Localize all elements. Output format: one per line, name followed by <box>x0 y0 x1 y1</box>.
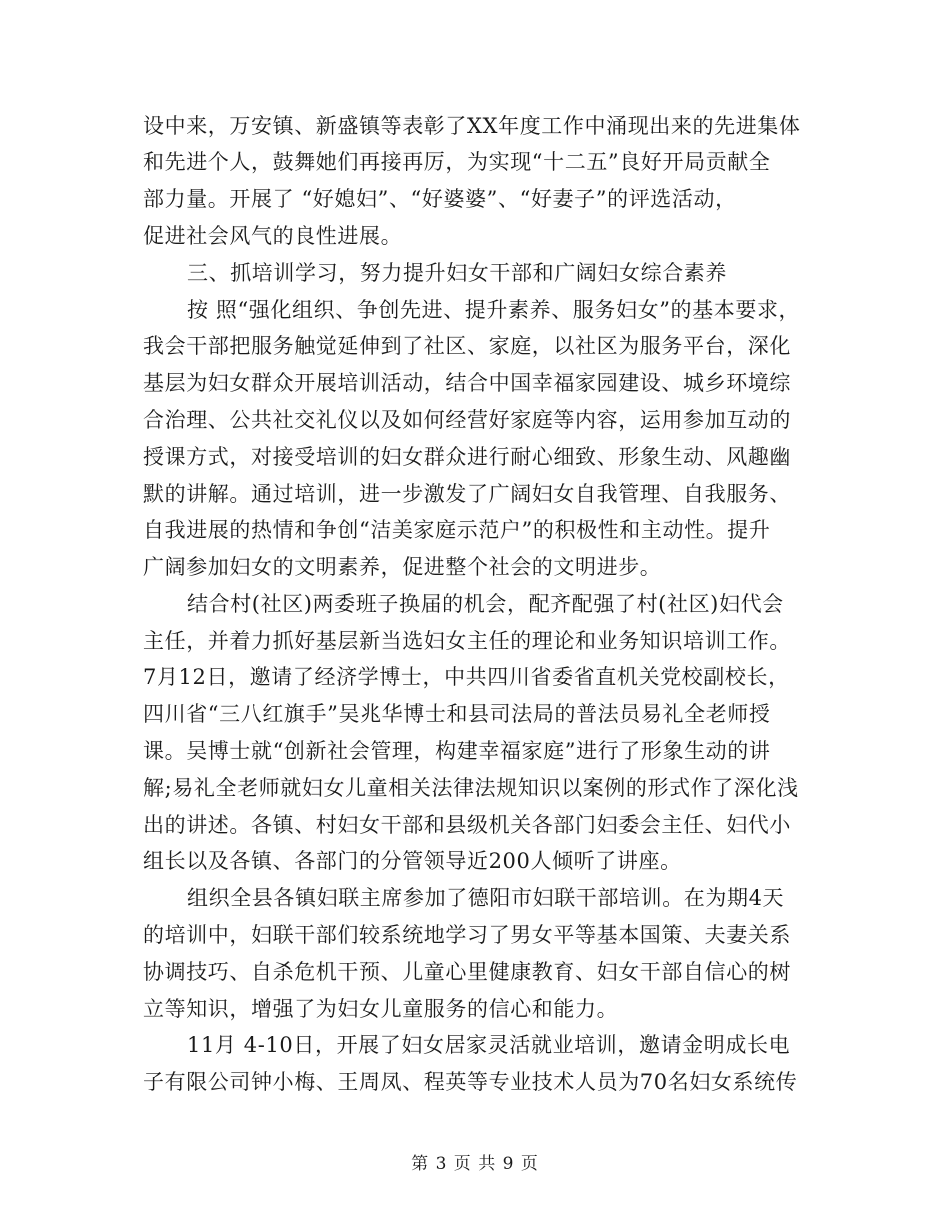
text-line: 设中来，万安镇、新盛镇等表彰了XX年度工作中涌现出来的先进集体 <box>143 114 801 138</box>
section-heading: 三、抓培训学习，努力提升妇女干部和广阔妇女综合素养 <box>187 261 727 285</box>
text-line: 协调技巧、自杀危机干预、儿童心里健康教育、妇女干部自信心的树 <box>143 960 791 984</box>
page-number-footer: 第 3 页 共 9 页 <box>411 1154 539 1174</box>
text-line: 基层为妇女群众开展培训活动，结合中国幸福家园建设、城乡环境综 <box>143 371 791 395</box>
text-line: 主任，并着力抓好基层新当选妇女主任的理论和业务知识培训工作。 <box>143 629 791 653</box>
text-line: 出的讲述。各镇、村妇女干部和县级机关各部门妇委会主任、妇代小 <box>143 813 791 837</box>
text-line: 合治理、公共社交礼仪以及如何经营好家庭等内容，运用参加互动的 <box>143 408 791 432</box>
text-line: 的培训中，妇联干部们较系统地学习了男女平等基本国策、夫妻关系 <box>143 923 791 947</box>
text-line: 部力量。开展了 “好媳妇”、“好婆婆”、“好妻子”的评选活动， <box>143 187 737 211</box>
text-line: 组长以及各镇、各部门的分管领导近200人倾听了讲座。 <box>143 849 682 873</box>
text-line: 按 照“强化组织、争创先进、提升素养、服务妇女”的基本要求， <box>187 298 801 322</box>
text-line: 授课方式，对接受培训的妇女群众进行耐心细致、形象生动、风趣幽 <box>143 445 791 469</box>
text-line: 结合村(社区)两委班子换届的机会，配齐配强了村(社区)妇代会 <box>187 592 784 616</box>
text-line: 子有限公司钟小梅、王周凤、程英等专业技术人员为70名妇女系统传 <box>143 1070 798 1094</box>
text-line: 促进社会风气的良性进展。 <box>143 224 403 248</box>
text-line: 我会干部把服务触觉延伸到了社区、家庭，以社区为服务平台，深化 <box>143 334 791 358</box>
text-line: 解;易礼全老师就妇女儿童相关法律法规知识以案例的形式作了深化浅 <box>143 776 799 800</box>
text-line: 立等知识，增强了为妇女儿童服务的信心和能力。 <box>143 997 619 1021</box>
text-line: 四川省“三八红旗手”吴兆华博士和县司法局的普法员易礼全老师授 <box>143 702 771 726</box>
text-line: 7月12日，邀请了经济学博士，中共四川省委省直机关党校副校长， <box>143 665 790 689</box>
text-line: 课。吴博士就“创新社会管理，构建幸福家庭”进行了形象生动的讲 <box>143 739 771 763</box>
text-line: 广阔参加妇女的文明素养，促进整个社会的文明进步。 <box>143 555 662 579</box>
text-line: 和先进个人，鼓舞她们再接再厉，为实现“十二五”良好开局贡献全 <box>143 150 771 174</box>
text-line: 11月 4-10日，开展了妇女居家灵活就业培训，邀请金明成长电 <box>187 1033 791 1057</box>
text-line: 自我进展的热情和争创“洁美家庭示范户”的积极性和主动性。提升 <box>143 518 771 542</box>
text-line: 默的讲解。通过培训，进一步激发了广阔妇女自我管理、自我服务、 <box>143 482 791 506</box>
text-line: 组织全县各镇妇联主席参加了德阳市妇联干部培训。在为期4天 <box>187 886 785 910</box>
